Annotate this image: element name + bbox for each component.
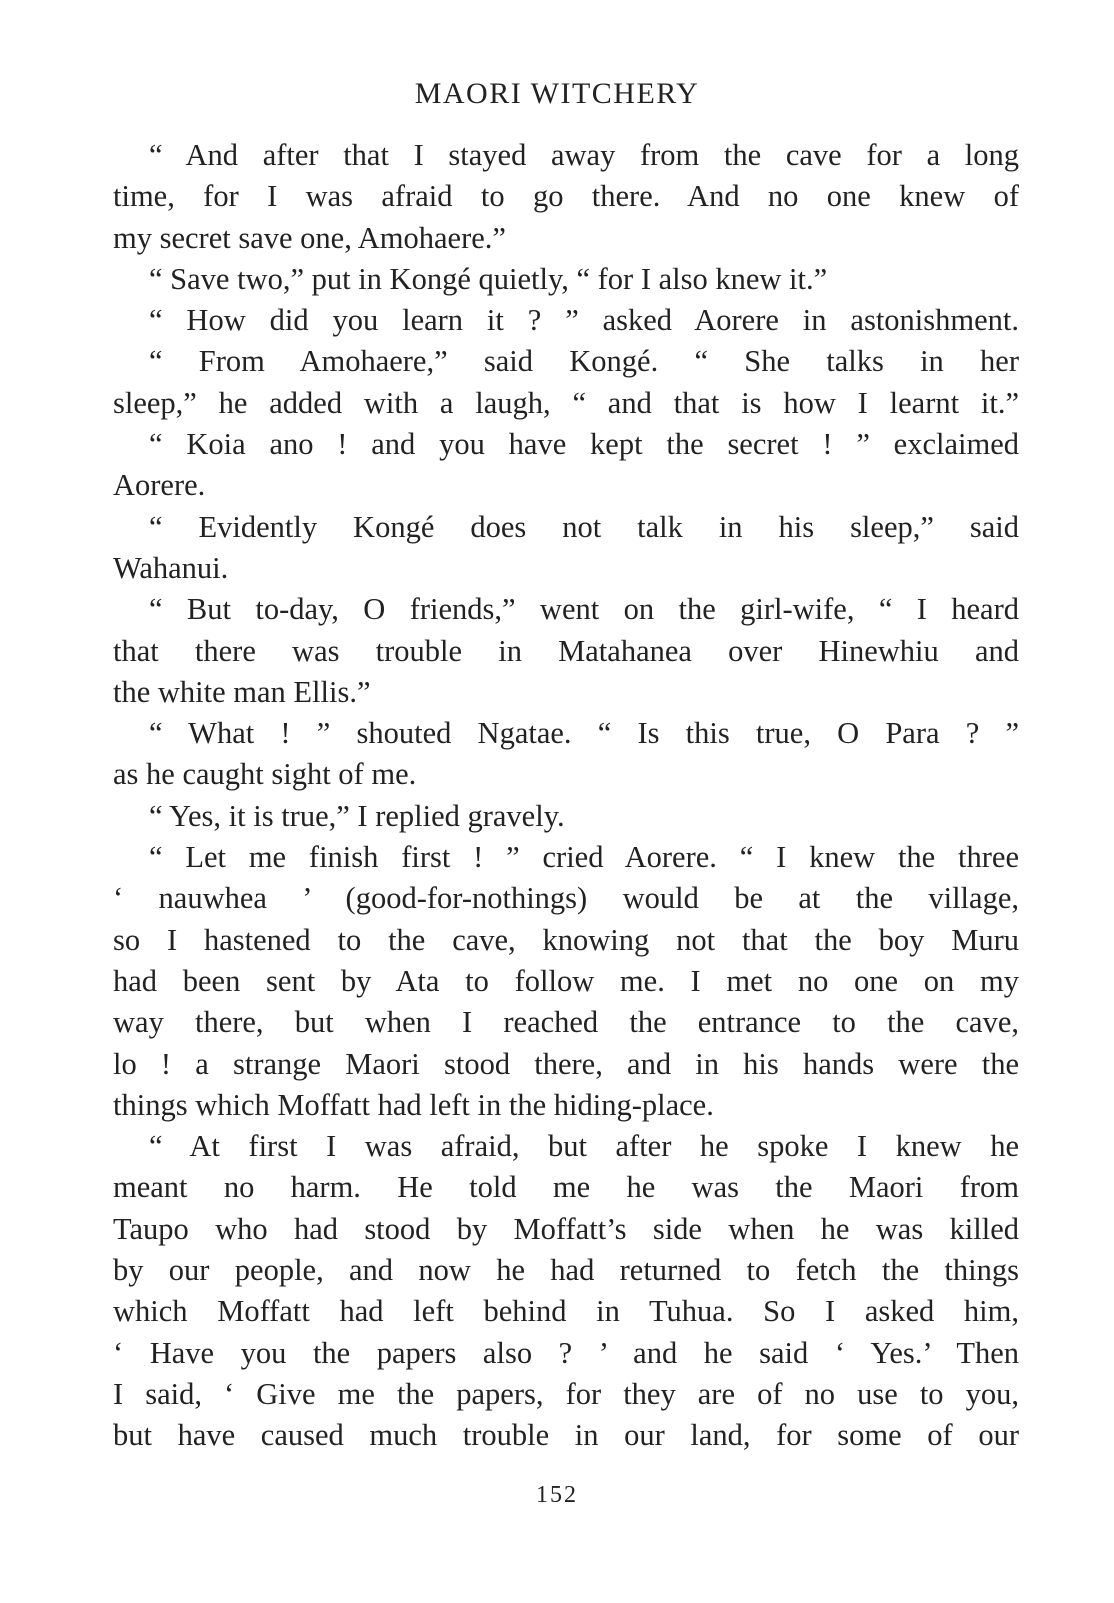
text-line: “ From Amohaere,” said Kongé. “ She talks in her <box>149 344 1019 379</box>
text-line: “ Let me finish first ! ” cried Aorere. “ I knew the three <box>149 840 1019 875</box>
text-line: that there was trouble in Matahanea over Hinewhiu and <box>113 633 1019 668</box>
text-line: by our people, and now he had returned to fetch the things <box>113 1253 1019 1288</box>
text-line: which Moffatt had left behind in Tuhua. So I asked him, <box>113 1294 1019 1329</box>
text-line: “ Save two,” put in Kongé quietly, “ for I also knew it.” <box>149 261 828 296</box>
text-line: “ What ! ” shouted Ngatae. “ Is this true, O Para ? ” <box>149 716 1019 751</box>
text-line: so I hastened to the cave, knowing not that the boy Muru <box>113 922 1019 957</box>
text-line: as he caught sight of me. <box>113 757 417 792</box>
text-line: “ How did you learn it ? ” asked Aorere in astonishment. <box>149 303 1019 338</box>
text-line: ‘ nauwhea ’ (good-for-nothings) would be at the village, <box>113 881 1019 916</box>
text-line: Aorere. <box>113 468 206 503</box>
text-line: “ Evidently Kongé does not talk in his sleep,” said <box>149 509 1019 544</box>
text-line: “ At first I was afraid, but after he spoke I knew he <box>149 1129 1019 1164</box>
text-line: way there, but when I reached the entrance to the cave, <box>113 1005 1019 1040</box>
text-line: Taupo who had stood by Moffatt’s side when he was killed <box>113 1211 1019 1246</box>
text-line: “ Koia ano ! and you have kept the secret ! ” exclaimed <box>149 427 1019 462</box>
text-line: I said, ‘ Give me the papers, for they are of no use to you, <box>113 1376 1019 1411</box>
text-line: “ Yes, it is true,” I replied gravely. <box>149 798 565 833</box>
text-line: the white man Ellis.” <box>113 674 371 709</box>
text-line: had been sent by Ata to follow me. I met no one on my <box>113 963 1019 998</box>
text-line: meant no harm. He told me he was the Maori from <box>113 1170 1019 1205</box>
text-line: time, for I was afraid to go there. And no one knew of <box>113 179 1019 214</box>
running-head: MAORI WITCHERY <box>414 77 700 110</box>
body-text <box>113 135 1019 1457</box>
text-line: “ But to-day, O friends,” went on the girl-wife, “ I heard <box>149 592 1019 627</box>
page-number: 152 <box>536 1482 578 1508</box>
text-line: sleep,” he added with a laugh, “ and that is how I learnt it.” <box>113 385 1019 420</box>
text-line: but have caused much trouble in our land, for some of our <box>113 1418 1019 1453</box>
text-line: Wahanui. <box>113 550 229 585</box>
text-line: my secret save one, Amohaere.” <box>113 220 506 255</box>
text-line: “ And after that I stayed away from the cave for a long <box>149 138 1019 172</box>
text-line: ‘ Have you the papers also ? ’ and he said ‘ Yes.’ Then <box>113 1335 1019 1370</box>
text-line: things which Moffatt had left in the hiding-place. <box>113 1087 714 1122</box>
text-line: lo ! a strange Maori stood there, and in his hands were the <box>113 1046 1019 1081</box>
